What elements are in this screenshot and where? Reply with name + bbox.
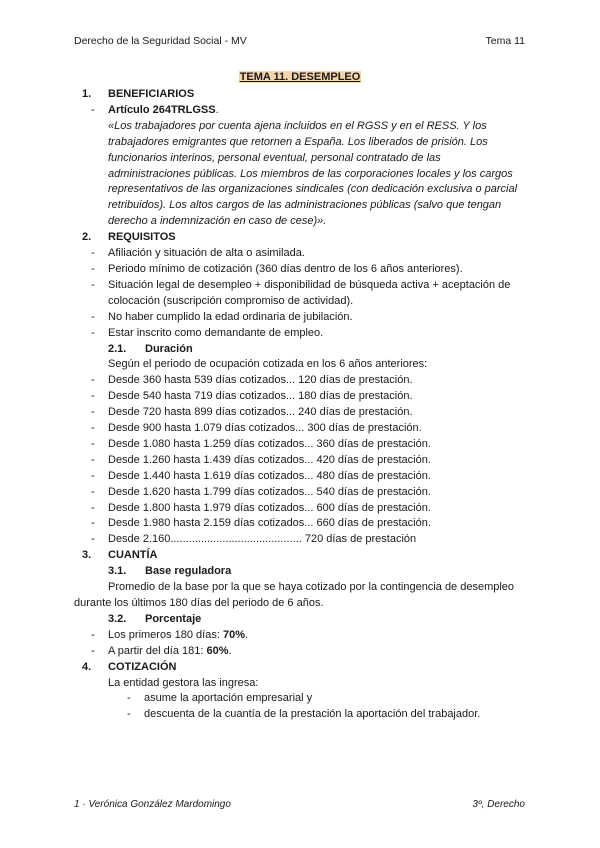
porcentaje-value: 60%: [206, 644, 229, 657]
cotizacion-item: - descuenta de la cuantía de la prestación la aportación del trabajador.: [74, 707, 526, 723]
porcentaje-end: .: [228, 644, 232, 657]
section-number: 1.: [82, 88, 92, 100]
section-number: 2.: [82, 231, 92, 244]
porcentaje-item: [74, 644, 526, 660]
subsection-heading: Duración: [145, 342, 193, 355]
section-requisitos: [74, 230, 526, 246]
subsection-number: 2.1.: [108, 342, 127, 355]
header-topic: Tema 11: [485, 35, 525, 47]
list-item: - Periodo mínimo de cotización (360 días dentro de los 6 años anteriores).: [74, 262, 526, 278]
list-item: - Situación legal de desempleo + disponibilidad de búsqueda activa + aceptación de: [74, 278, 526, 294]
porcentaje-item: [74, 628, 526, 644]
duracion-item: - Desde 900 hasta 1.079 días cotizados... 300 días de prestación.: [74, 421, 526, 437]
subsection-heading: Base reguladora: [145, 565, 232, 578]
section-heading: CUANTÍA: [108, 549, 158, 562]
cotizacion-item: - asume la aportación empresarial y: [74, 691, 526, 707]
subsection-number: 3.1.: [108, 565, 127, 578]
section-number: 3.: [82, 549, 92, 562]
section-number: 4.: [82, 660, 92, 673]
article-reference: [74, 103, 526, 119]
section-beneficiarios: [74, 87, 526, 103]
duracion-item: - Desde 1.080 hasta 1.259 días cotizados... 360 días de prestación.: [74, 437, 526, 453]
subsection-heading: Porcentaje: [145, 612, 202, 625]
subsection-number: 3.2.: [108, 612, 127, 625]
section-cuantia: [74, 548, 526, 564]
duracion-item: - Desde 2.160........................................... 720 días de prestación: [74, 532, 526, 548]
subsection-base-reguladora: [74, 564, 526, 580]
header-course: Derecho de la Seguridad Social - MV: [74, 35, 247, 47]
base-reguladora-text: Promedio de la base por la que se haya cotizado por la contingencia de desempleo durante los últimos 180 días del periodo de 6 años.: [74, 581, 515, 609]
footer-author: 1 · Verónica González Mardomingo: [74, 799, 231, 810]
article-label: Artículo 264TRLGSS: [108, 103, 216, 116]
duracion-item: - Desde 540 hasta 719 días cotizados... 180 días de prestación.: [74, 389, 526, 405]
duracion-item: - Desde 360 hasta 539 días cotizados... 120 días de prestación.: [74, 373, 526, 389]
list-item: - No haber cumplido la edad ordinaria de jubilación.: [74, 310, 526, 326]
porcentaje-label: A partir del día 181:: [108, 644, 207, 657]
document-body: [74, 87, 526, 723]
title-text: TEMA 11. DESEMPLEO: [239, 71, 361, 83]
article-quote: «Los trabajadores por cuenta ajena incluidos en el RGSS y en el RESS. Y los trabajadores emigrantes que retornen a España. Los liberados de prisión. Los funcionarios interinos, personal eventual, personal contratado de las administraciones públicas. Los miembros de las corporaciones locales y los cargos representativos de las organizaciones sindicales (con dedicación exclusiva o parcial retribuidos). Los altos cargos de las administraciones públicas (salvo que tengan derecho a indemnización en caso de cese)».: [108, 119, 518, 228]
duracion-item: - Desde 1.800 hasta 1.979 días cotizados... 600 días de prestación.: [74, 501, 526, 517]
footer-course: 3º, Derecho: [472, 799, 525, 810]
list-item: - Afiliación y situación de alta o asimilada.: [74, 246, 526, 262]
duracion-item: - Desde 1.980 hasta 2.159 días cotizados... 660 días de prestación.: [74, 516, 526, 532]
duracion-intro: Según el periodo de ocupación cotizada en los 6 años anteriores:: [108, 358, 428, 371]
cotizacion-intro: La entidad gestora las ingresa:: [108, 676, 259, 689]
article-dot: .: [215, 103, 219, 116]
subsection-duracion: [74, 342, 526, 358]
section-heading: COTIZACIÓN: [108, 660, 177, 673]
duracion-item: - Desde 1.440 hasta 1.619 días cotizados... 480 días de prestación.: [74, 469, 526, 485]
list-item: - Estar inscrito como demandante de empleo.: [74, 326, 526, 342]
section-heading: REQUISITOS: [108, 231, 176, 244]
page-header: [74, 35, 525, 47]
duracion-item: - Desde 1.260 hasta 1.439 días cotizados... 420 días de prestación.: [74, 453, 526, 469]
duracion-item: - Desde 1.620 hasta 1.799 días cotizados... 540 días de prestación.: [74, 485, 526, 501]
section-heading: BENEFICIARIOS: [108, 88, 195, 100]
document-title: [0, 71, 600, 83]
list-item-continuation: colocación (suscripción compromiso de actividad).: [108, 294, 354, 307]
porcentaje-value: 70%: [222, 628, 245, 641]
porcentaje-label: Los primeros 180 días:: [108, 628, 223, 641]
porcentaje-end: .: [244, 628, 249, 641]
subsection-porcentaje: [74, 612, 526, 628]
page-footer: [74, 799, 525, 810]
section-cotizacion: [74, 660, 526, 676]
duracion-item: - Desde 720 hasta 899 días cotizados... 240 días de prestación.: [74, 405, 526, 421]
